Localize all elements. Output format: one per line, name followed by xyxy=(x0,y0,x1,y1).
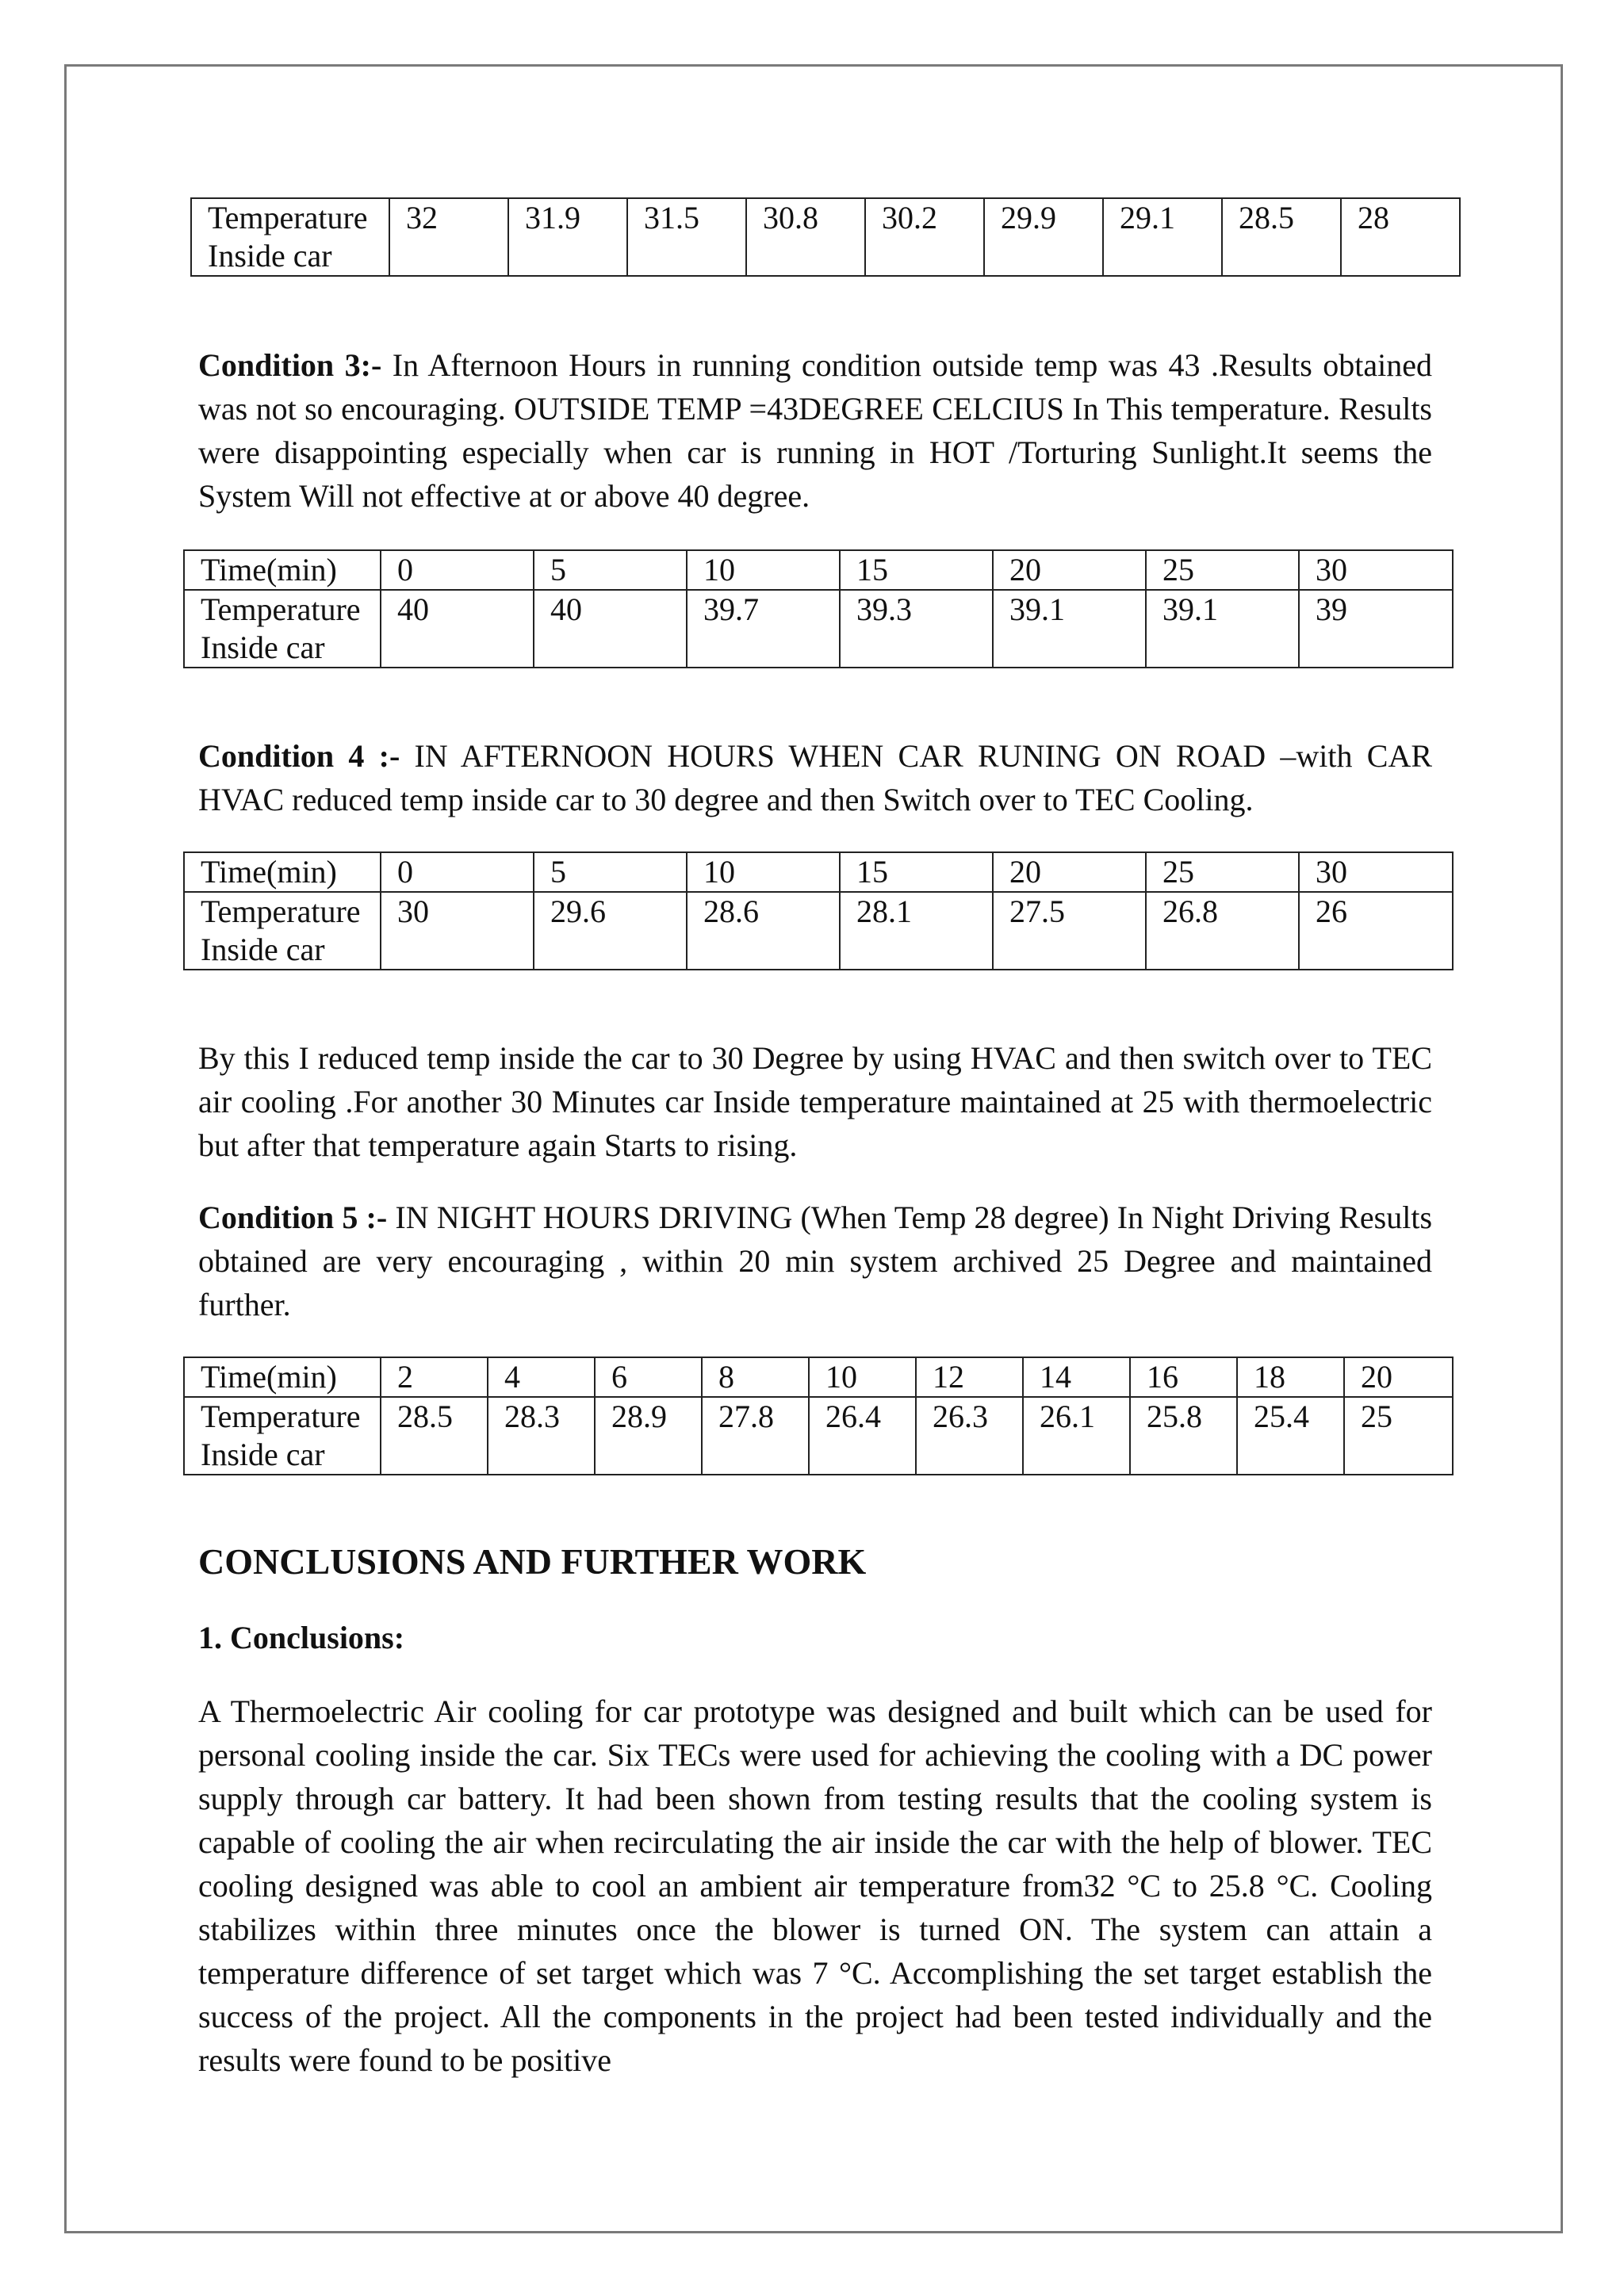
table-cell: 27.5 xyxy=(993,892,1146,970)
table-row xyxy=(184,892,1453,970)
table-cell: 29.9 xyxy=(984,198,1103,276)
table-condition5 xyxy=(183,1357,1454,1475)
table-cell: 27.8 xyxy=(702,1397,809,1475)
table-cell: 30 xyxy=(381,892,534,970)
table-cell: 28 xyxy=(1341,198,1460,276)
table-row xyxy=(184,1397,1453,1475)
time-header: Time(min) xyxy=(184,852,381,892)
table-condition2-continued xyxy=(190,197,1461,277)
table-cell: 4 xyxy=(488,1357,595,1397)
table-cell: 40 xyxy=(381,590,534,668)
condition4-paragraph xyxy=(198,734,1432,821)
table-cell: 30 xyxy=(1299,550,1453,590)
table-cell: 0 xyxy=(381,852,534,892)
table-cell: 6 xyxy=(595,1357,702,1397)
table-cell: 29.6 xyxy=(534,892,687,970)
table-cell: 39.1 xyxy=(993,590,1146,668)
condition5-paragraph xyxy=(198,1196,1432,1326)
table-cell: 39.1 xyxy=(1146,590,1299,668)
table-cell: 20 xyxy=(993,550,1146,590)
condition3-label: Condition 3:- xyxy=(198,347,382,383)
table-cell: 20 xyxy=(1344,1357,1453,1397)
row-label: Temperature Inside car xyxy=(184,590,381,668)
table-cell: 15 xyxy=(840,852,993,892)
table-cell: 12 xyxy=(916,1357,1023,1397)
table-condition4 xyxy=(183,851,1454,970)
table-cell: 25 xyxy=(1344,1397,1453,1475)
condition5-label: Condition 5 :- xyxy=(198,1200,388,1235)
hvac-paragraph: By this I reduced temp inside the car to 30 Degree by using HVAC and then switch over to TEC air cooling .For another 30 Minutes car Inside temperature maintained at 25 with thermoelectric but after that temperature again Starts to rising. xyxy=(198,1040,1432,1163)
table-cell: 26.8 xyxy=(1146,892,1299,970)
table-row xyxy=(191,198,1460,276)
table-cell: 30.8 xyxy=(746,198,865,276)
condition4-label: Condition 4 :- xyxy=(198,738,400,774)
table-cell: 5 xyxy=(534,852,687,892)
table-cell: 0 xyxy=(381,550,534,590)
row-label: Temperature Inside car xyxy=(191,198,389,276)
section-heading: CONCLUSIONS AND FURTHER WORK xyxy=(198,1541,867,1582)
table-cell: 5 xyxy=(534,550,687,590)
conclusion-paragraph: A Thermoelectric Air cooling for car prototype was designed and built which can be used for personal cooling inside the car. Six TECs were used for achieving the cooling with a DC power supply through car battery. It had been shown from testing results that the cooling system is capable of cooling the air when recirculating the air inside the car with the help of blower. TEC cooling designed was able to cool an ambient air temperature from32 °C to 25.8 °C. Cooling stabilizes within three minutes once the blower is turned ON. The system can attain a temperature difference of set target which was 7 °C. Accomplishing the set target establish the success of the project. All the components in the project had been tested individually and the results were found to be positive xyxy=(198,1693,1432,2078)
subsection-heading: 1. Conclusions: xyxy=(198,1620,405,1655)
table-cell: 29.1 xyxy=(1103,198,1222,276)
table-cell: 28.5 xyxy=(381,1397,488,1475)
table-condition3 xyxy=(183,549,1454,668)
table-cell: 28.6 xyxy=(687,892,840,970)
table-cell: 26.1 xyxy=(1023,1397,1130,1475)
table-cell: 39.7 xyxy=(687,590,840,668)
table-cell: 26.4 xyxy=(809,1397,916,1475)
table-cell: 16 xyxy=(1130,1357,1237,1397)
table-cell: 18 xyxy=(1237,1357,1344,1397)
table-cell: 26 xyxy=(1299,892,1453,970)
table-cell: 32 xyxy=(389,198,508,276)
table-cell: 31.9 xyxy=(508,198,627,276)
condition3-paragraph xyxy=(198,343,1432,518)
table-cell: 8 xyxy=(702,1357,809,1397)
table-cell: 15 xyxy=(840,550,993,590)
time-header: Time(min) xyxy=(184,1357,381,1397)
table-cell: 28.5 xyxy=(1222,198,1341,276)
table-cell: 25.8 xyxy=(1130,1397,1237,1475)
condition3-text: In Afternoon Hours in running condition outside temp was 43 .Results obtained was not so encouraging. OUTSIDE TEMP =43DEGREE CELCIUS In This temperature. Results were disappointing especially when car is running in HOT /Torturing Sunlight.It seems the System Will not effective at or above 40 degree. xyxy=(198,347,1433,514)
row-label: Temperature Inside car xyxy=(184,1397,381,1475)
table-cell: 10 xyxy=(809,1357,916,1397)
condition5-text: IN NIGHT HOURS DRIVING (When Temp 28 degree) In Night Driving Results obtained are very encouraging , within 20 min system archived 25 Degree and maintained further. xyxy=(198,1200,1433,1322)
table-row xyxy=(184,852,1453,892)
table-cell: 28.3 xyxy=(488,1397,595,1475)
table-row xyxy=(184,590,1453,668)
table-cell: 31.5 xyxy=(627,198,746,276)
table-cell: 10 xyxy=(687,852,840,892)
table-cell: 39 xyxy=(1299,590,1453,668)
table-cell: 25 xyxy=(1146,550,1299,590)
table-cell: 25.4 xyxy=(1237,1397,1344,1475)
table-row xyxy=(184,1357,1453,1397)
table-cell: 14 xyxy=(1023,1357,1130,1397)
table-cell: 30 xyxy=(1299,852,1453,892)
table-cell: 30.2 xyxy=(865,198,984,276)
table-cell: 20 xyxy=(993,852,1146,892)
table-row xyxy=(184,550,1453,590)
table-cell: 10 xyxy=(687,550,840,590)
table-cell: 28.9 xyxy=(595,1397,702,1475)
table-cell: 28.1 xyxy=(840,892,993,970)
table-cell: 39.3 xyxy=(840,590,993,668)
table-cell: 40 xyxy=(534,590,687,668)
time-header: Time(min) xyxy=(184,550,381,590)
row-label: Temperature Inside car xyxy=(184,892,381,970)
table-cell: 2 xyxy=(381,1357,488,1397)
table-cell: 26.3 xyxy=(916,1397,1023,1475)
condition4-text: IN AFTERNOON HOURS WHEN CAR RUNING ON ROAD –with CAR HVAC reduced temp inside car to 30 degree and then Switch over to TEC Cooling. xyxy=(198,738,1433,817)
table-cell: 25 xyxy=(1146,852,1299,892)
